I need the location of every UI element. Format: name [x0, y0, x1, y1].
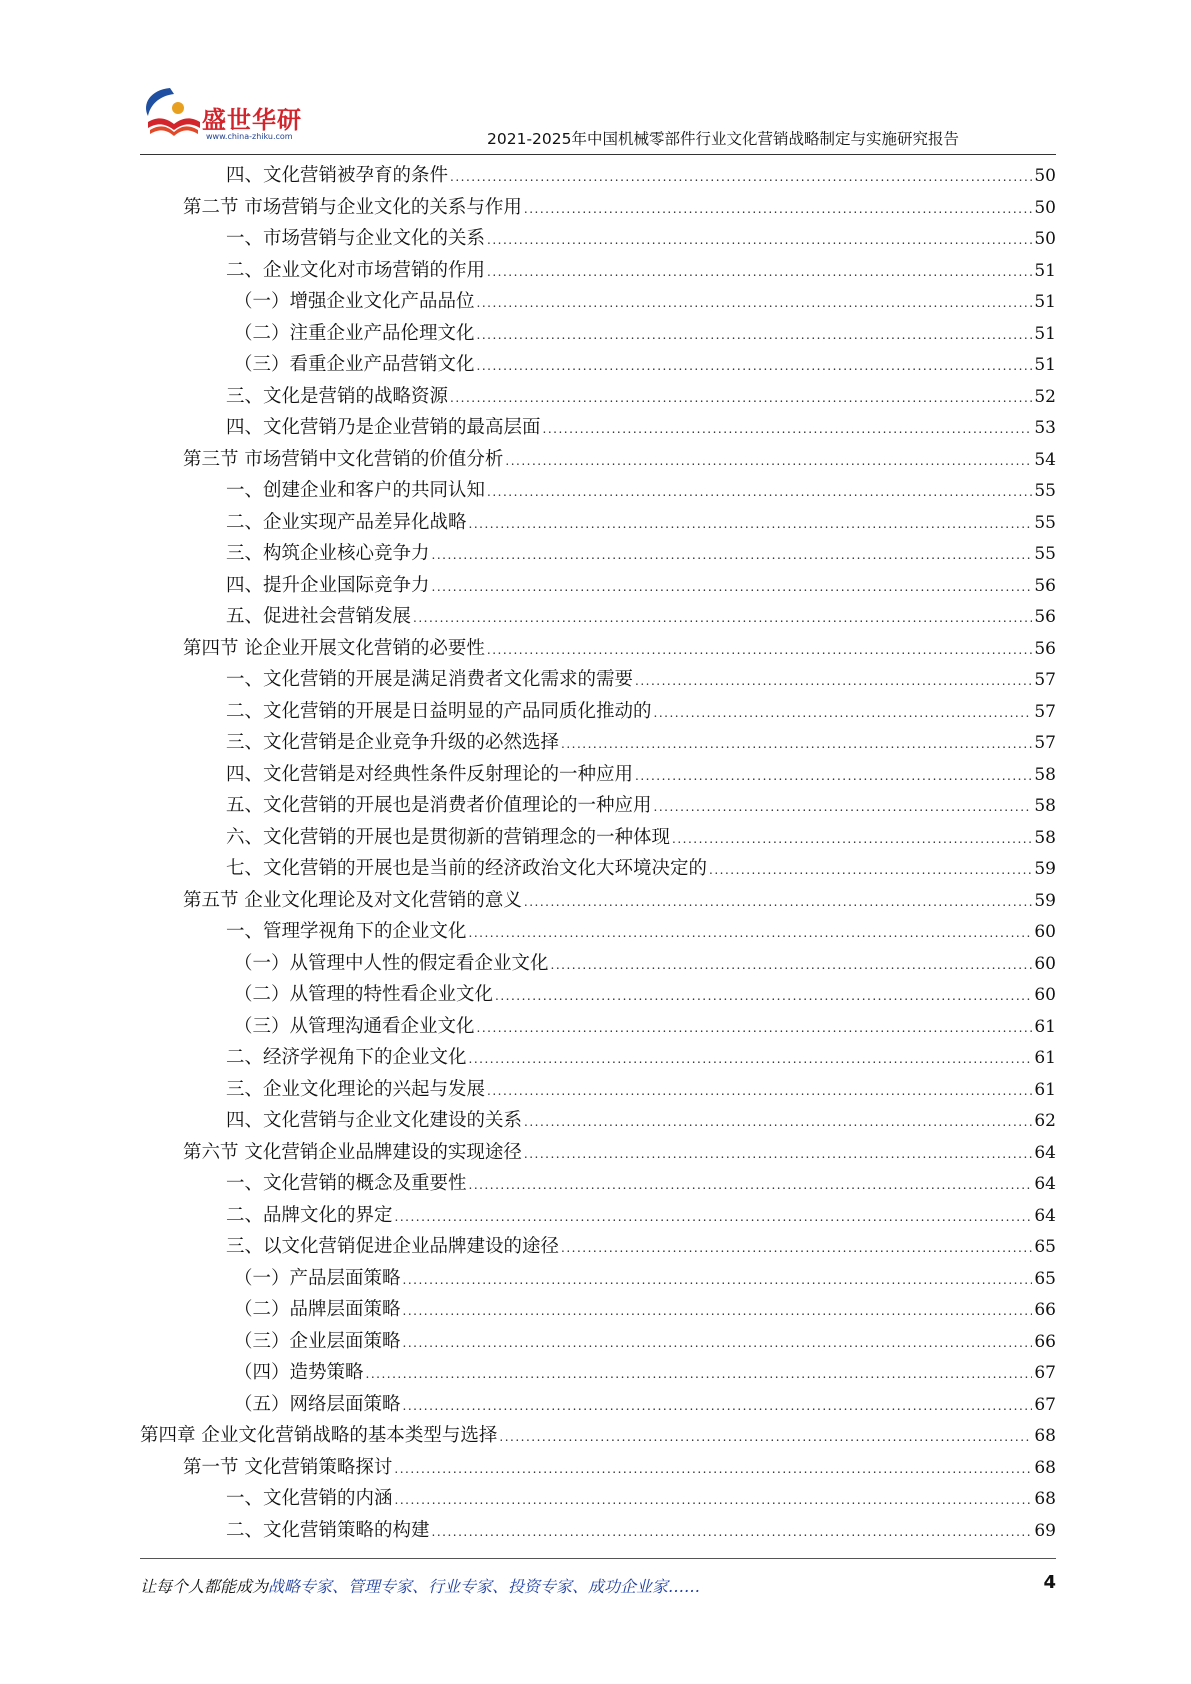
toc-leader-dots: [413, 603, 1032, 635]
toc-entry[interactable]: [140, 979, 1056, 1011]
toc-leader-dots: [450, 383, 1032, 415]
toc-entry-page: 56: [1034, 607, 1056, 627]
toc-leader-dots: [487, 635, 1032, 667]
toc-entry-title: 三、以文化营销促进企业品牌建设的途径: [226, 1236, 560, 1257]
slogan-highlight: 战略专家、管理专家、行业专家、投资专家、成功企业家……: [268, 1577, 701, 1596]
toc-entry-page: 60: [1034, 985, 1056, 1005]
toc-entry-title: 六、文化营销的开展也是贯彻新的营销理念的一种体现: [226, 826, 671, 848]
toc-leader-dots: [395, 1485, 1033, 1517]
toc-leader-dots: [505, 446, 1032, 478]
toc-entry[interactable]: [140, 570, 1056, 602]
toc-entry-title: 四、文化营销是对经典性条件反射理论的一种应用: [226, 763, 634, 785]
toc-entry-title: 二、品牌文化的界定: [226, 1204, 393, 1226]
toc-entry[interactable]: [140, 885, 1056, 917]
toc-entry-page: 58: [1034, 764, 1056, 785]
toc-entry-page: 64: [1034, 1174, 1056, 1194]
slogan-prefix: 让每个人都能成为: [140, 1577, 269, 1596]
toc-entry-page: 57: [1034, 670, 1056, 690]
toc-entry[interactable]: [140, 1231, 1056, 1263]
toc-leader-dots: [524, 194, 1032, 226]
toc-entry-page: 60: [1034, 922, 1056, 942]
toc-leader-dots: [635, 666, 1032, 698]
toc-leader-dots: [366, 1359, 1033, 1391]
toc-entry[interactable]: [140, 1420, 1056, 1452]
logo-name: 盛世华研: [202, 106, 302, 134]
logo-url: www.china-zhiku.com: [206, 132, 293, 141]
toc-entry-page: 56: [1034, 638, 1056, 659]
toc-entry-title: 第三节 市场营销中文化营销的价值分析: [183, 448, 504, 470]
toc-entry-title: 三、构筑企业核心竞争力: [226, 543, 430, 564]
toc-entry-title: 一、文化营销的概念及重要性: [226, 1173, 467, 1194]
toc-entry[interactable]: [140, 853, 1056, 885]
page-number: 4: [1043, 1572, 1056, 1593]
toc-leader-dots: [432, 540, 1033, 572]
report-title: 2021-2025年中国机械零部件行业文化营销战略制定与实施研究报告: [487, 130, 959, 148]
toc-leader-dots: [403, 1391, 1033, 1423]
toc-entry[interactable]: [140, 633, 1056, 665]
toc-leader-dots: [561, 729, 1032, 761]
toc-leader-dots: [654, 792, 1033, 824]
toc-entry-title: 三、文化是营销的战略资源: [226, 385, 449, 407]
toc-entry[interactable]: [140, 381, 1056, 413]
toc-entry-title: 七、文化营销的开展也是当前的经济政治文化大环境决定的: [226, 858, 708, 879]
toc-entry[interactable]: [140, 349, 1056, 381]
toc-leader-dots: [469, 1044, 1033, 1076]
toc-leader-dots: [432, 572, 1033, 604]
toc-entry[interactable]: [140, 538, 1056, 570]
toc-entry-page: 57: [1034, 733, 1056, 753]
toc-leader-dots: [654, 698, 1033, 730]
toc-entry-title: 四、文化营销与企业文化建设的关系: [226, 1110, 523, 1131]
toc-leader-dots: [524, 1107, 1032, 1139]
toc-entry-title: 五、促进社会营销发展: [226, 606, 412, 627]
footer-slogan: [140, 1574, 700, 1597]
toc-entry-page: 61: [1034, 1048, 1056, 1068]
toc-entry-page: 51: [1034, 323, 1056, 344]
toc-entry[interactable]: [140, 1263, 1056, 1295]
toc-entry-title: 四、提升企业国际竞争力: [226, 574, 430, 596]
toc-entry[interactable]: [140, 727, 1056, 759]
toc-entry-page: 55: [1034, 512, 1056, 533]
toc-entry[interactable]: [140, 1357, 1056, 1389]
toc-entry[interactable]: [140, 948, 1056, 980]
toc-entry-title: 二、文化营销的开展是日益明显的产品同质化推动的: [226, 700, 652, 722]
page-header: [0, 0, 1191, 160]
toc-entry-title: 四、文化营销被孕育的条件: [226, 165, 449, 186]
toc-leader-dots: [561, 1233, 1032, 1265]
toc-entry-title: 一、文化营销的开展是满足消费者文化需求的需要: [226, 669, 634, 690]
toc-leader-dots: [477, 1013, 1033, 1045]
toc-entry-page: 58: [1034, 827, 1056, 848]
company-logo: [140, 82, 310, 152]
toc-entry[interactable]: [140, 1200, 1056, 1232]
toc-entry[interactable]: [140, 696, 1056, 728]
toc-entry-page: 51: [1034, 260, 1056, 281]
toc-entry[interactable]: [140, 286, 1056, 318]
toc-entry[interactable]: [140, 1483, 1056, 1515]
toc-entry[interactable]: [140, 1326, 1056, 1358]
toc-entry-page: 66: [1034, 1331, 1056, 1352]
toc-entry-page: 52: [1034, 386, 1056, 407]
toc-leader-dots: [403, 1328, 1033, 1360]
toc-entry[interactable]: [140, 255, 1056, 287]
toc-leader-dots: [672, 824, 1032, 856]
toc-leader-dots: [477, 351, 1033, 383]
toc-entry[interactable]: [140, 1105, 1056, 1137]
toc-entry-page: 68: [1034, 1457, 1056, 1478]
toc-entry-title: 一、管理学视角下的企业文化: [226, 921, 467, 942]
toc-entry[interactable]: [140, 916, 1056, 948]
toc-entry[interactable]: [140, 601, 1056, 633]
toc-entry-page: 50: [1034, 229, 1056, 249]
toc-entry-title: 二、经济学视角下的企业文化: [226, 1047, 467, 1068]
toc-leader-dots: [495, 981, 1032, 1013]
toc-leader-dots: [395, 1202, 1033, 1234]
toc-entry-page: 66: [1034, 1300, 1056, 1320]
toc-entry-title: 第一节 文化营销策略探讨: [183, 1456, 393, 1478]
toc-entry-title: （一）从管理中人性的假定看企业文化: [234, 952, 549, 974]
toc-leader-dots: [635, 761, 1032, 793]
toc-entry-page: 57: [1034, 701, 1056, 722]
toc-entry[interactable]: [140, 192, 1056, 224]
toc-entry-title: 一、创建企业和客户的共同认知: [226, 480, 486, 501]
toc-leader-dots: [450, 162, 1032, 194]
toc-entry[interactable]: [140, 1452, 1056, 1484]
toc-entry[interactable]: [140, 318, 1056, 350]
toc-entry-page: 64: [1034, 1142, 1056, 1163]
toc-entry-page: 51: [1034, 292, 1056, 312]
toc-entry[interactable]: [140, 475, 1056, 507]
toc-entry-page: 61: [1034, 1079, 1056, 1100]
toc-entry-page: 69: [1034, 1520, 1056, 1541]
toc-entry-title: 第二节 市场营销与企业文化的关系与作用: [183, 196, 522, 218]
toc-entry-page: 54: [1034, 449, 1056, 470]
toc-leader-dots: [524, 887, 1032, 919]
toc-leader-dots: [469, 918, 1033, 950]
toc-entry-title: 二、企业文化对市场营销的作用: [226, 259, 486, 281]
toc-entry-page: 50: [1034, 197, 1056, 218]
toc-entry[interactable]: [140, 1168, 1056, 1200]
toc-entry-page: 59: [1034, 859, 1056, 879]
toc-entry-title: 二、企业实现产品差异化战略: [226, 511, 467, 533]
toc-entry-title: 四、文化营销乃是企业营销的最高层面: [226, 417, 541, 438]
toc-entry-title: （四）造势策略: [234, 1362, 364, 1383]
toc-entry-page: 68: [1034, 1426, 1056, 1446]
toc-leader-dots: [469, 1170, 1033, 1202]
toc-entry[interactable]: [140, 1389, 1056, 1421]
toc-leader-dots: [487, 1076, 1032, 1108]
toc-entry[interactable]: [140, 1074, 1056, 1106]
toc-entry-page: 62: [1034, 1111, 1056, 1131]
toc-entry-title: 第四章 企业文化营销战略的基本类型与选择: [140, 1425, 498, 1446]
toc-entry-title: （一）产品层面策略: [234, 1267, 401, 1289]
toc-entry-page: 61: [1034, 1016, 1056, 1037]
toc-entry-title: 第四节 论企业开展文化营销的必要性: [183, 637, 485, 659]
toc-entry-title: （二）注重企业产品伦理文化: [234, 322, 475, 344]
footer-divider: [140, 1558, 1056, 1559]
toc-entry-title: 第五节 企业文化理论及对文化营销的意义: [183, 889, 522, 911]
toc-entry-title: 三、企业文化理论的兴起与发展: [226, 1078, 486, 1100]
toc-entry-page: 53: [1034, 418, 1056, 438]
toc-leader-dots: [487, 477, 1032, 509]
toc-leader-dots: [432, 1517, 1033, 1549]
toc-entry-page: 67: [1034, 1394, 1056, 1415]
toc-entry-page: 64: [1034, 1205, 1056, 1226]
table-of-contents: [140, 160, 1056, 1546]
toc-entry-title: 一、市场营销与企业文化的关系: [226, 228, 486, 249]
toc-entry[interactable]: [140, 759, 1056, 791]
toc-entry[interactable]: [140, 444, 1056, 476]
toc-entry[interactable]: [140, 223, 1056, 255]
toc-entry-page: 55: [1034, 481, 1056, 501]
toc-entry-title: 五、文化营销的开展也是消费者价值理论的一种应用: [226, 795, 652, 816]
toc-entry-title: （一）增强企业文化产品品位: [234, 291, 475, 312]
toc-entry-title: （二）品牌层面策略: [234, 1299, 401, 1320]
toc-leader-dots: [709, 855, 1032, 887]
toc-entry-page: 65: [1034, 1237, 1056, 1257]
toc-entry[interactable]: [140, 822, 1056, 854]
toc-entry-page: 58: [1034, 796, 1056, 816]
toc-leader-dots: [394, 1454, 1032, 1486]
toc-leader-dots: [477, 288, 1033, 320]
toc-leader-dots: [524, 1139, 1032, 1171]
header-divider: [140, 154, 1056, 155]
toc-entry-page: 67: [1034, 1363, 1056, 1383]
toc-entry-title: 一、文化营销的内涵: [226, 1488, 393, 1509]
logo-book-icon: [140, 82, 210, 142]
toc-leader-dots: [499, 1422, 1032, 1454]
toc-leader-dots: [487, 225, 1032, 257]
toc-entry-title: 第六节 文化营销企业品牌建设的实现途径: [183, 1141, 522, 1163]
toc-entry-title: （五）网络层面策略: [234, 1393, 401, 1415]
toc-entry-title: 二、文化营销策略的构建: [226, 1519, 430, 1541]
toc-entry-title: 三、文化营销是企业竞争升级的必然选择: [226, 732, 560, 753]
toc-entry[interactable]: [140, 790, 1056, 822]
toc-entry-page: 55: [1034, 544, 1056, 564]
toc-entry[interactable]: [140, 1515, 1056, 1547]
toc-entry[interactable]: [140, 507, 1056, 539]
toc-leader-dots: [477, 320, 1033, 352]
toc-entry-page: 50: [1034, 166, 1056, 186]
toc-entry-title: （三）看重企业产品营销文化: [234, 354, 475, 375]
toc-entry-title: （二）从管理的特性看企业文化: [234, 984, 494, 1005]
toc-entry-page: 60: [1034, 953, 1056, 974]
toc-leader-dots: [403, 1296, 1033, 1328]
toc-entry-title: （三）企业层面策略: [234, 1330, 401, 1352]
toc-entry-page: 68: [1034, 1489, 1056, 1509]
toc-leader-dots: [543, 414, 1033, 446]
toc-leader-dots: [469, 509, 1033, 541]
toc-entry-title: （三）从管理沟通看企业文化: [234, 1015, 475, 1037]
toc-leader-dots: [487, 257, 1032, 289]
toc-leader-dots: [403, 1265, 1033, 1297]
toc-entry[interactable]: [140, 664, 1056, 696]
toc-entry[interactable]: [140, 1011, 1056, 1043]
toc-entry[interactable]: [140, 1137, 1056, 1169]
toc-entry[interactable]: [140, 1294, 1056, 1326]
toc-entry-page: 65: [1034, 1268, 1056, 1289]
toc-entry-page: 59: [1034, 890, 1056, 911]
toc-entry[interactable]: [140, 160, 1056, 192]
toc-leader-dots: [551, 950, 1033, 982]
toc-entry-page: 56: [1034, 575, 1056, 596]
toc-entry[interactable]: [140, 1042, 1056, 1074]
toc-entry-page: 51: [1034, 355, 1056, 375]
toc-entry[interactable]: [140, 412, 1056, 444]
